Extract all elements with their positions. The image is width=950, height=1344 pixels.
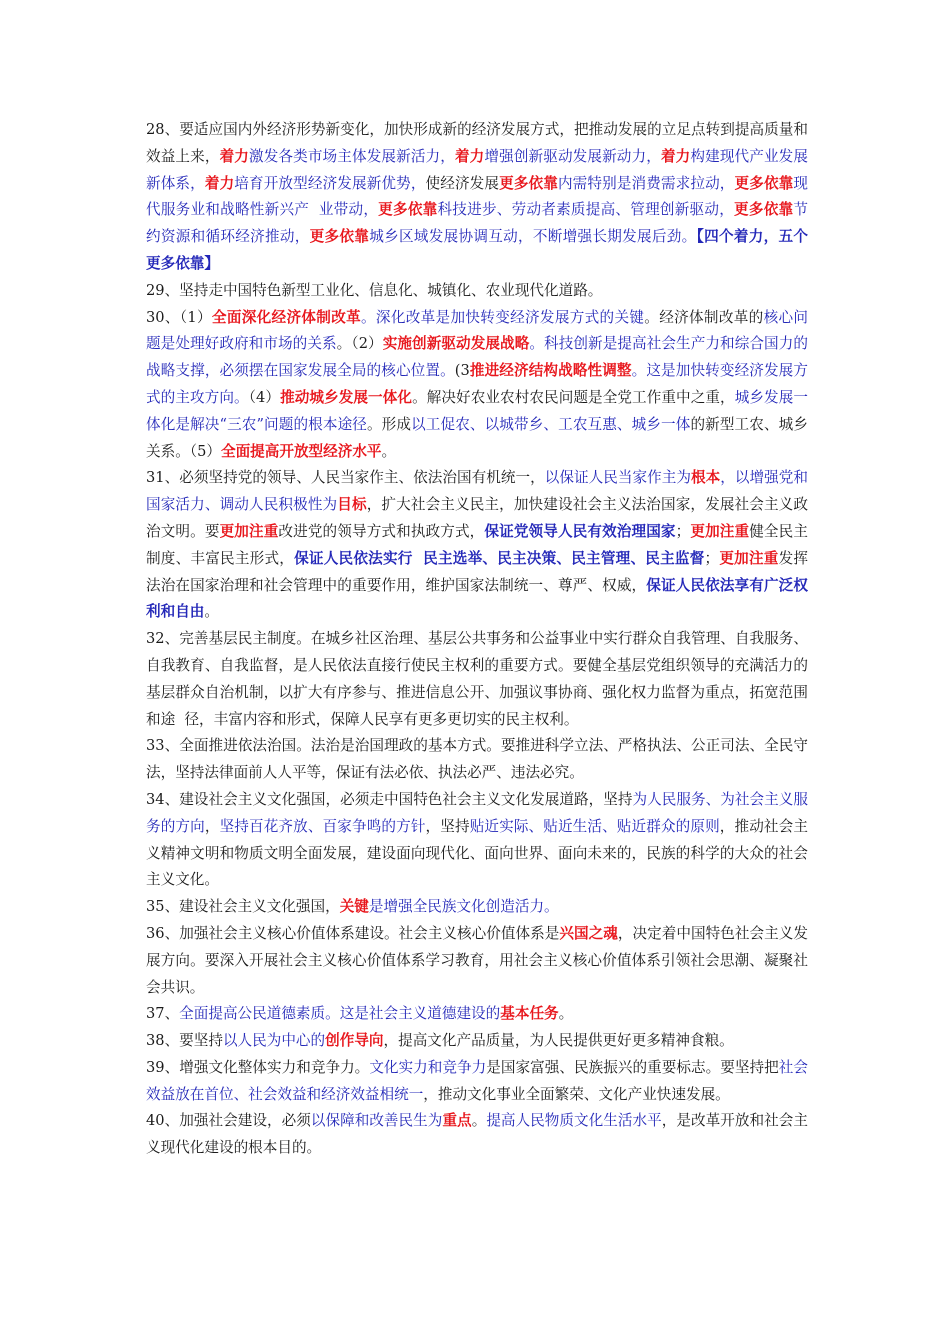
- text-segment: 文化实力和竞争力: [369, 1058, 487, 1076]
- paragraph: [146, 465, 808, 626]
- paragraph: [146, 278, 808, 305]
- text-segment: 保证人民依法实行 民主选举、民主决策、民主管理、民主监督: [294, 549, 705, 567]
- text-segment: 。: [558, 1005, 574, 1023]
- text-segment: 改进党的领导方式和执政方式，: [278, 522, 485, 540]
- text-segment: 目标: [337, 496, 367, 514]
- text-segment: 重点: [442, 1112, 472, 1130]
- text-segment: 着力: [660, 147, 691, 165]
- text-segment: 激发各类市场主体发展新活力，: [249, 147, 455, 165]
- text-segment: 32、完善基层民主制度。在城乡社区治理、基层公共事务和公益事业中实行群众自我管理、自我服务、自我教育、自我监督，是人民依法直接行使民主权利的重要方式。要健全基层党组织领导的充满活力的基层群众自治机制，以扩大有序参与、推进信息公开、加强议事协商、强化权力监督为重点，拓宽范围和途 径，丰富内容和形式，保障人民享有更多更切实的民主权利。: [146, 630, 808, 728]
- text-segment: 推动城乡发展一体化: [280, 388, 413, 406]
- text-segment: 现代服务业和战略性新兴产 业带动，: [146, 174, 808, 219]
- paragraph: [146, 1028, 808, 1055]
- text-segment: 以工促农、以城带乡、工农互惠、城乡一体: [411, 415, 691, 433]
- text-segment: 保证人民依法享有广泛权利和自由: [146, 576, 808, 621]
- text-segment: 构建现代产业发展新体系，: [146, 147, 808, 192]
- text-segment: 。形成: [366, 415, 412, 433]
- text-segment: 。: [471, 1112, 487, 1130]
- text-segment: 城乡发展一体化是解决“三农”问题的根本途径: [146, 388, 808, 433]
- text-segment: 科技进步、劳动者素质提高、管理创新驱动，: [437, 201, 735, 219]
- paragraph: [146, 1001, 808, 1028]
- text-segment: 全面深化经济体制改革: [211, 308, 362, 326]
- text-segment: ，决定着中国特色社会主义发展方向。要深入开展社会主义核心价值体系学习教育，用社会主义核心价值体系引领社会思潮、凝聚社会共识。: [146, 924, 808, 996]
- text-segment: 更加注重: [719, 549, 779, 567]
- text-segment: 。（2）: [336, 335, 383, 353]
- paragraph: [146, 894, 808, 921]
- text-segment: 。解决好农业农村农民问题是全党工作重中之重，: [412, 388, 735, 406]
- text-segment: 30、（1）: [146, 308, 212, 326]
- text-segment: ；: [675, 522, 691, 540]
- text-segment: 31、必须坚持党的领导、人民当家作主、依法治国有机统一，: [146, 469, 545, 487]
- text-segment: 。: [381, 442, 397, 460]
- text-segment: 城乡区域发展协调互动，不断增强长期发展后劲。: [369, 228, 697, 246]
- text-segment: 。经济体制改革的: [644, 308, 764, 326]
- text-segment: 提高人民物质文化生活水平: [486, 1112, 662, 1130]
- text-segment: 36、加强社会主义核心价值体系建设。社会主义核心价值体系是: [146, 924, 560, 942]
- text-segment: 全面提高开放型经济水平: [220, 442, 382, 460]
- paragraph: [146, 1108, 808, 1162]
- text-segment: （4）: [248, 388, 281, 406]
- text-segment: 33、全面推进依法治国。法治是治国理政的基本方式。要推进科学立法、严格执法、公正司法、全民守法，坚持法律面前人人平等，保证有法必依、执法必严、违法必究。: [146, 737, 808, 782]
- paragraph: [146, 1055, 808, 1109]
- paragraph: [146, 117, 808, 278]
- text-segment: 以人民为中心的: [222, 1032, 326, 1050]
- text-segment: ，提高文化产品质量，为人民提供更好更多精神食粮。: [383, 1032, 734, 1050]
- text-segment: ，是改革开放和社会主义现代化建设的根本目的。: [146, 1112, 808, 1157]
- text-segment: 基本任务: [500, 1005, 559, 1023]
- text-segment: 健全民主制度、丰富民主形式，: [146, 522, 808, 567]
- paragraph: [146, 626, 808, 733]
- text-segment: 38、要坚持: [146, 1032, 223, 1050]
- text-segment: ，: [204, 817, 220, 835]
- text-segment: 节约资源和循环经济推动，: [146, 201, 808, 246]
- text-segment: 更多依靠: [309, 228, 370, 246]
- text-segment: 核心问题是处理好政府和市场的关系: [146, 308, 808, 353]
- text-segment: (3: [454, 362, 470, 380]
- text-segment: 推进经济结构战略性调整: [469, 362, 632, 380]
- text-segment: 关键: [339, 898, 369, 916]
- text-segment: 根本: [691, 469, 721, 487]
- text-segment: 社会效益放在首位、社会效益和经济效益相统一: [146, 1058, 808, 1103]
- text-segment: 29、坚持走中国特色新型工业化、信息化、城镇化、农业现代化道路。: [146, 281, 603, 299]
- text-segment: 使经济发展: [425, 174, 500, 192]
- text-segment: 着力: [204, 174, 235, 192]
- text-segment: 更多依靠: [499, 174, 558, 192]
- text-segment: 。这是加快转变经济发展方式的主攻方向。: [146, 362, 808, 406]
- text-segment: 以保障和改善民生为: [310, 1112, 443, 1130]
- text-segment: 是国家富强、民族振兴的重要标志。要坚持把: [486, 1058, 779, 1076]
- text-segment: 保证党领导人民有效治理国家: [484, 522, 676, 540]
- text-segment: ，坚持: [425, 817, 470, 835]
- paragraph: [146, 733, 808, 787]
- text-segment: 更加注重: [690, 522, 750, 540]
- text-segment: 【四个着力，五个更多依靠】: [146, 228, 808, 272]
- paragraph: [146, 921, 808, 1001]
- document-body: [146, 117, 808, 1162]
- text-segment: 创作导向: [325, 1032, 384, 1050]
- text-segment: 更多依靠: [734, 201, 794, 219]
- text-segment: ，扩大社会主义民主，加快建设社会主义法治国家，发展社会主义政治文明。要: [146, 496, 808, 540]
- text-segment: 37、: [146, 1005, 180, 1023]
- text-segment: 坚持百花齐放、百家争鸣的方针: [219, 817, 426, 835]
- text-segment: 着力: [454, 147, 485, 165]
- text-segment: 以保证人民当家作主为: [544, 469, 692, 487]
- paragraph: [146, 305, 808, 466]
- text-segment: 培育开放型经济发展新优势，: [234, 174, 426, 192]
- paragraph: [146, 787, 808, 894]
- text-segment: 40、加强社会建设，必须: [146, 1112, 311, 1130]
- text-segment: 。: [204, 603, 219, 621]
- text-segment: ，以增强党和国家活力、调动人民积极性为: [146, 469, 808, 514]
- text-segment: 为人民服务、为社会主义服务的方向: [146, 790, 808, 835]
- text-segment: ，推动文化事业全面繁荣、文化产业快速发展。: [423, 1085, 730, 1103]
- text-segment: 更加注重: [219, 522, 279, 540]
- text-segment: ；: [704, 549, 720, 567]
- text-segment: 的新型工农、城乡关系。（5）: [146, 415, 808, 460]
- text-segment: 兴国之魂: [559, 924, 618, 942]
- text-segment: 是增强全民族文化创造活力。: [368, 898, 559, 916]
- text-segment: 全面提高公民道德素质。这是社会主义道德建设的: [179, 1005, 501, 1023]
- text-segment: 增强创新驱动发展新动力，: [484, 147, 661, 165]
- text-segment: 着力: [219, 147, 249, 165]
- text-segment: 更多依靠: [378, 201, 438, 219]
- text-segment: 35、建设社会主义文化强国，: [146, 898, 340, 916]
- text-segment: 28、要适应国内外经济形势新变化，加快形成新的经济发展方式，把推动发展的立足点转到提高质量和效益上来，: [146, 121, 808, 165]
- text-segment: ，推动社会主义精神文明和物质文明全面发展，建设面向现代化、面向世界、面向未来的，民族的科学的大众的社会主义文化。: [146, 817, 808, 889]
- text-segment: 34、建设社会主义文化强国，必须走中国特色社会主义文化发展道路，坚持: [146, 790, 633, 808]
- text-segment: 实施创新驱动发展战略: [382, 335, 530, 353]
- text-segment: 。科技创新是提高社会生产力和综合国力的战略支撑，必须摆在国家发展全局的核心位置。: [146, 335, 808, 380]
- text-segment: 。深化改革是加快转变经济发展方式的关键: [361, 308, 645, 326]
- text-segment: 39、增强文化整体实力和竞争力。: [146, 1058, 370, 1076]
- text-segment: 更多依靠: [734, 174, 794, 192]
- text-segment: 内需特别是消费需求拉动，: [557, 174, 735, 192]
- text-segment: 发挥法治在国家治理和社会管理中的重要作用，维护国家法制统一、尊严、权威，: [146, 549, 808, 594]
- text-segment: 贴近实际、贴近生活、贴近群众的原则: [469, 817, 720, 835]
